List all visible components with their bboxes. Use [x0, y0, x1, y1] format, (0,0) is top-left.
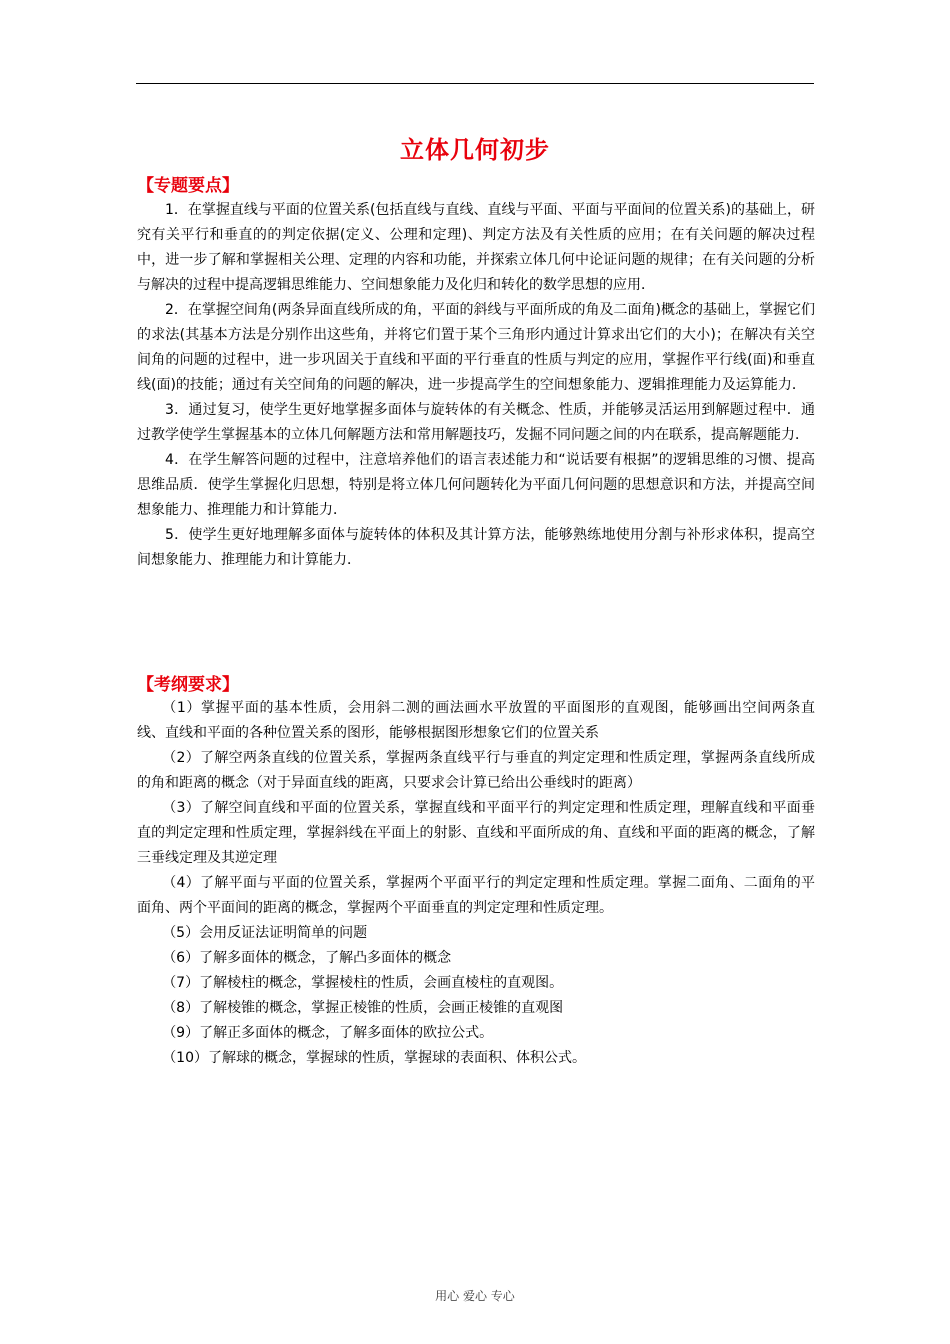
syllabus-item: （8）了解棱锥的概念，掌握正棱锥的性质，会画正棱锥的直观图 [162, 1000, 564, 1016]
key-point-paragraph: 4．在学生解答问题的过程中，注意培养他们的语言表述能力和“说话要有根据”的逻辑思维的习惯、提高思维品质．使学生掌握化归思想，特别是将立体几何问题转化为平面几何问题的思想意识和方法，并提高空间想象能力、推理能力和计算能力． [137, 452, 815, 518]
page-title: 立体几何初步 [400, 136, 550, 164]
page-footer: 用心 爱心 专心 [435, 1289, 515, 1303]
key-point-paragraph: 2．在掌握空间角(两条异面直线所成的角，平面的斜线与平面所成的角及二面角)概念的基础上，掌握它们的求法(其基本方法是分别作出这些角，并将它们置于某个三角形内通过计算求出它们的大小)；在解决有关空间角的问题的过程中，进一步巩固关于直线和平面的平行垂直的性质与判定的应用，掌握作平行线(面)和垂直线(面)的技能；通过有关空间角的问题的解决，进一步提高学生的空间想象能力、逻辑推理能力及运算能力． [137, 302, 815, 393]
syllabus-item: （9）了解正多面体的概念，了解多面体的欧拉公式。 [162, 1025, 494, 1041]
syllabus-item: （7）了解棱柱的概念，掌握棱柱的性质，会画直棱柱的直观图。 [162, 975, 564, 991]
syllabus-item: （4）了解平面与平面的位置关系，掌握两个平面平行的判定定理和性质定理。掌握二面角、二面角的平面角、两个平面间的距离的概念，掌握两个平面垂直的判定定理和性质定理。 [137, 875, 815, 916]
key-point-paragraph: 3．通过复习，使学生更好地掌握多面体与旋转体的有关概念、性质，并能够灵活运用到解题过程中．通过教学使学生掌握基本的立体几何解题方法和常用解题技巧，发掘不同问题之间的内在联系，提高解题能力． [137, 402, 815, 443]
syllabus-section [137, 696, 815, 1071]
syllabus-item: （10）了解球的概念，掌握球的性质，掌握球的表面积、体积公式。 [162, 1050, 587, 1066]
key-point-paragraph: 5．使学生更好地理解多面体与旋转体的体积及其计算方法，能够熟练地使用分割与补形求体积，提高空间想象能力、推理能力和计算能力． [137, 527, 815, 568]
section-heading-key-points: 【专题要点】 [137, 176, 239, 196]
section-heading-syllabus: 【考纲要求】 [137, 675, 239, 695]
key-points-section [137, 198, 815, 573]
header-rule [136, 83, 814, 84]
syllabus-item: （2）了解空两条直线的位置关系，掌握两条直线平行与垂直的判定定理和性质定理，掌握两条直线所成的角和距离的概念（对于异面直线的距离，只要求会计算已给出公垂线时的距离） [137, 750, 815, 791]
key-point-paragraph: 1．在掌握直线与平面的位置关系(包括直线与直线、直线与平面、平面与平面间的位置关系)的基础上，研究有关平行和垂直的的判定依据(定义、公理和定理)、判定方法及有关性质的应用；在有关问题的解决过程中，进一步了解和掌握相关公理、定理的内容和功能，并探索立体几何中论证问题的规律；在有关问题的分析与解决的过程中提高逻辑思维能力、空间想象能力及化归和转化的数学思想的应用． [137, 202, 815, 293]
syllabus-item: （5）会用反证法证明简单的问题 [162, 925, 368, 941]
syllabus-item: （1）掌握平面的基本性质，会用斜二测的画法画水平放置的平面图形的直观图，能够画出空间两条直线、直线和平面的各种位置关系的图形，能够根据图形想象它们的位置关系 [137, 700, 815, 741]
syllabus-item: （3）了解空间直线和平面的位置关系，掌握直线和平面平行的判定定理和性质定理，理解直线和平面垂直的判定定理和性质定理，掌握斜线在平面上的射影、直线和平面所成的角、直线和平面的距离的概念，了解三垂线定理及其逆定理 [137, 800, 815, 866]
syllabus-item: （6）了解多面体的概念，了解凸多面体的概念 [162, 950, 452, 966]
